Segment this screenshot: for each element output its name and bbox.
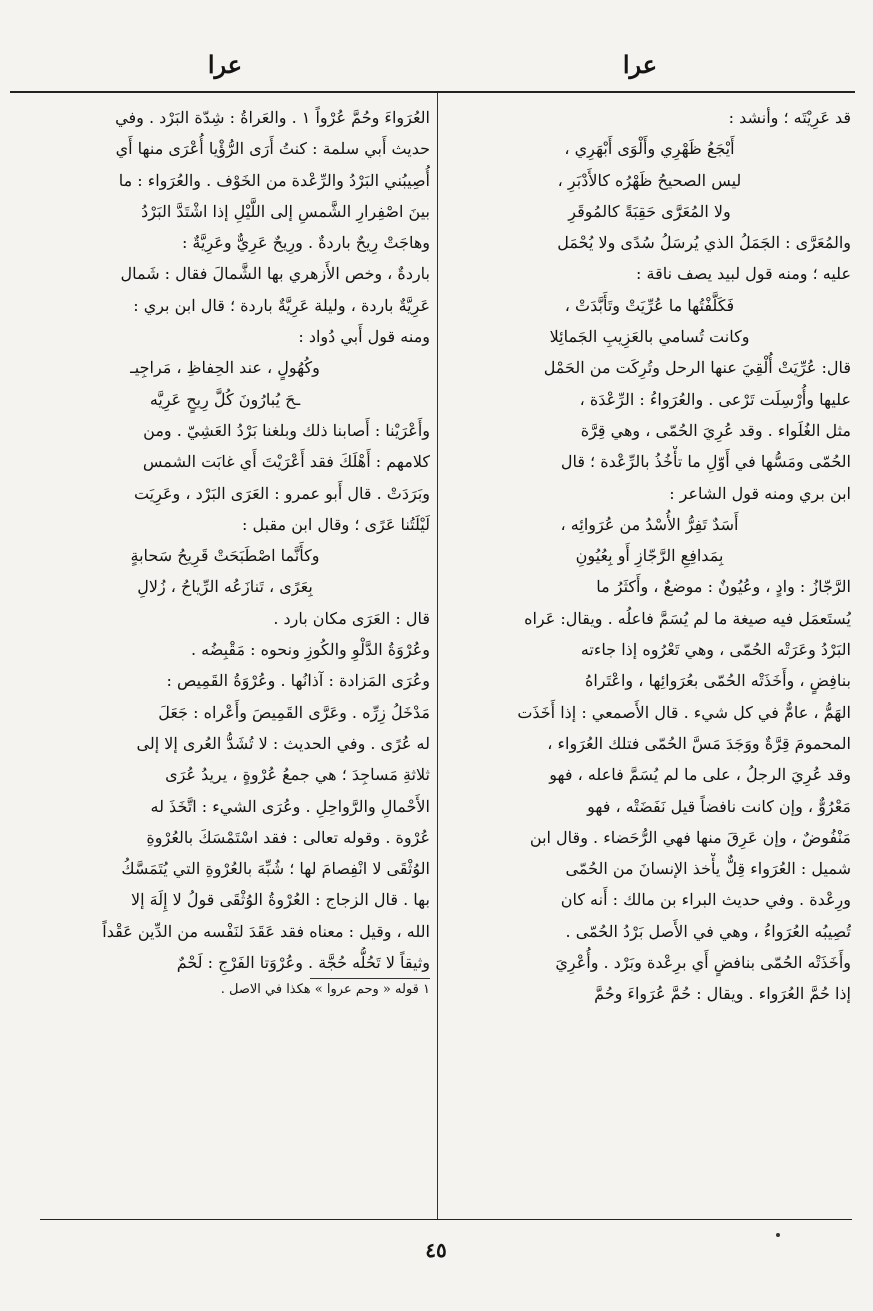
verse-line: وكُهُولٍ ، عند الحِفاظِ ، مَراجِيـ: [130, 358, 320, 378]
footer-rule: [40, 1219, 852, 1220]
text-line: قال : العَرَى مكان بارد .: [273, 608, 430, 628]
text-line: قال: عُرِّيَتْ أُلْقِيَ عنها الرحل وتُرِكَت من الحَمْل: [543, 358, 851, 378]
footnote: ١ قوله « وحم عروا » هكذا في الاصل .: [220, 982, 430, 998]
text-line: مَدْخَلُ زِرِّه . وعَرَّى القَمِيصَ وأَعْراه : جَعَلَ: [158, 702, 430, 722]
text-line: باردةٌ ، وخص الأَزهري بها الشَّمالَ فقال : شَمال: [120, 264, 430, 284]
text-line: وثيقاً لا تَحُلُّه حُجَّة . وعُرْوَتا الفَرْجِ : لَحْمٌ: [176, 953, 430, 973]
text-line: ثلاثةِ مَساجِدَ ؛ هي جمعُ عُرْوةٍ ، يريدُ عُرَى: [165, 765, 430, 785]
text-line: عليها وأُرْسِلَت تَرْعى . والعُرَواءُ : الرِّعْدَة ،: [579, 389, 851, 409]
text-line: مَنْفُوضٌ ، وإن عَرِقَ منها فهي الرُّحَضاء . وقال ابن: [529, 827, 851, 847]
text-line: لَيْلَتُنا عَرًى ؛ وقال ابن مقبل :: [242, 514, 430, 534]
text-line: وعُرَى المَزادة : آذانُها . وعُرْوَةُ القَمِيص :: [166, 671, 430, 691]
text-line: وقد عُرِيَ الرجلُ ، على ما لم يُسَمَّ فاعله ، فهو: [549, 765, 851, 785]
text-line: ابن بري ومنه قول الشاعر :: [669, 483, 851, 503]
text-line: وهاجَتْ رِيحٌ باردةٌ . ورِيحٌ عَرِيٌّ وعَرِيَّةٌ :: [181, 233, 430, 253]
ink-speck: [776, 1233, 780, 1237]
text-line: مثل الغُلَواء . وقد عُرِيَ الحُمّى ، وهي قِرَّة: [580, 420, 851, 440]
text-line: حديث أَبي سلمة : كنتُ أَرَى الرُّؤْيا أُعْرَى منها أَي: [115, 139, 430, 159]
verse-line: بِعَرًى ، تَنازَعُه الرِّياحُ ، زُلالِ: [137, 577, 313, 597]
text-line: البَرْدُ وعَرَتْه الحُمّى ، وهي تَعْرُوه إذا جاءته: [580, 640, 851, 660]
text-line: الأَحْمالِ والرَّواحِلِ . وعُرَى الشيء : اتَّخَذَ له: [150, 796, 430, 816]
text-line: بنافِضٍ ، وأَخَذَتْه الحُمّى بعُرَوائِها ، واعْتَراهُ: [584, 671, 851, 691]
text-line: المحمومَ قِرَّةٌ ووَجَدَ مَسَّ الحُمّى فتلك العُرَواء ،: [547, 733, 851, 753]
text-line: أُصِيبُني البَرْدُ والرِّعْدة من الخَوْف . والعُرَواء : ما: [118, 170, 430, 190]
text-line: بينَ اصْفِرارِ الشَّمسِ إلى اللَّيْلِ إذا اشْتَدَّ البَرْدُ: [141, 201, 430, 221]
text-line: شميل : العُرَواء قِلٌّ يأْخذ الإنسانَ من الحُمّى: [565, 859, 851, 879]
text-line: وبَرَدَتْ . قال أَبو عمرو : العَرَى البَرْد ، وعَرِيَت: [133, 483, 430, 503]
verse-line: بِمَدافِعِ الرَّجّازِ أَو بِعُيُونِ: [575, 546, 724, 566]
verse-line: وكانت تُسامي بالعَزِيبِ الجَمائِلا: [549, 327, 750, 347]
running-header-left: عرا: [207, 50, 243, 79]
text-line: وعُرْوَةُ الدَّلْوِ والكُوزِ ونحوه : مَقْبِضُه .: [190, 640, 430, 660]
text-line: ورِعْدة . وفي حديث البراء بن مالك : أَنه كان: [560, 890, 851, 910]
text-line: يُستَعمَل فيه صيغة ما لم يُسَمَّ فاعلُه . ويقال: عَراه: [524, 608, 851, 628]
text-line: له عُرًى . وفي الحديث : لا تُشَدُّ العُرى إلا إلى: [136, 733, 430, 753]
header-rule: [10, 91, 855, 93]
verse-line: وكأَنَّما اصْطَبَحَتْ قَرِيحُ سَحابةٍ: [130, 546, 320, 566]
text-line: إذا حُمَّ العُرَواء . ويقال : حُمَّ عُرَواءَ وحُمَّ: [594, 984, 851, 1004]
running-header-right: عرا: [622, 50, 658, 79]
right-column: [448, 102, 851, 1214]
verse-line: ولا المُعَرَّى حَقِبَةً كالمُوقَرِ: [568, 201, 731, 221]
page-number: ٤٥: [425, 1238, 447, 1262]
text-line: قد عَرِيْتَه ؛ وأنشد :: [728, 108, 851, 127]
column-divider: [437, 93, 438, 1219]
text-line: والمُعَرَّى : الجَمَلُ الذي يُرسَلُ سُدًى ولا يُحْمَل: [557, 233, 851, 253]
text-line: الله ، وقيل : معناه فقد عَقَدَ لنَفْسه من الدِّين عَقْداً: [102, 921, 430, 941]
text-line: العُرَواءَ وحُمَّ عُرْواً ١ . والعَراةُ : شِدّة البَرْد . وفي: [115, 108, 430, 127]
verse-line: ليس الصحيحُ ظَهْرُه كالأَدْبَرِ ،: [557, 170, 742, 190]
verse-line: ـحَ يُبارُونَ كُلَّ رِيحٍ عَرِيَّه: [149, 389, 301, 409]
text-line: مَعْرُوٌّ ، وإن كانت نافضاً قيل نَفَضَتْه ، فهو: [587, 796, 851, 816]
verse-line: أَسَدٌ تَفِرُّ الأُسْدُ من عُرَوائِه ،: [560, 514, 739, 534]
text-line: كلامهم : أَهْلَكَ فقد أَعْرَيْتَ أَي غابَت الشمس: [142, 452, 430, 472]
text-line: الحُمّى ومَسُّها في أَوّلِ ما تأْخُذُ بالرِّعْدة ؛ قال: [560, 452, 851, 472]
text-line: الهَمُّ ، عامٌّ في كل شيء . قال الأَصمعي : إذا أَخَذَت: [517, 702, 851, 722]
text-line: الوُثْقَى لا انْفِصامَ لها ؛ شُبِّهَ بالعُرْوةِ التي يُتَمَسَّكُ: [121, 859, 430, 879]
text-line: عليه ؛ ومنه قول لبيد يصف ناقة :: [636, 264, 851, 284]
verse-line: فَكَلَّفْتُها ما عُرِّيَتْ وتَأَبَّدَتْ ،: [564, 295, 735, 315]
left-column: [20, 102, 430, 1214]
text-line: وأَعْرَيْنا : أَصابنا ذلك وبلغنا بَرْدُ العَشِيّ . ومن: [143, 420, 430, 440]
text-line: تُصِيبُه العُرَواءُ ، وهي في الأَصل بَرْدُ الحُمّى .: [565, 921, 851, 941]
text-line: عُرْوة . وقوله تعالى : فقد اسْتَمْسَكَ بالعُرْوةِ: [146, 827, 430, 847]
text-line: الرَّجّازُ : وادٍ ، وعُيُونٌ : موضعٌ ، وأَكثَرُ ما: [596, 577, 851, 597]
verse-line: أَيْجَعُ ظَهْرِي وأَلْوَى أَبْهَرِي ،: [564, 139, 735, 159]
text-line: عَرِيَّةٌ باردة ، وليلة عَرِيَّةٌ باردة ؛ قال ابن بري :: [133, 295, 430, 315]
text-line: بها . قال الزجاج : العُرْوةُ الوُثْقَى قولُ لا إِلَهَ إلا: [130, 890, 430, 910]
text-line: وأَخَذَتْه الحُمّى بنافضٍ أَي برِعْدة وبَرْد . وأُعْرِيَ: [555, 953, 851, 973]
text-line: ومنه قول أَبي دُواد :: [298, 327, 430, 347]
